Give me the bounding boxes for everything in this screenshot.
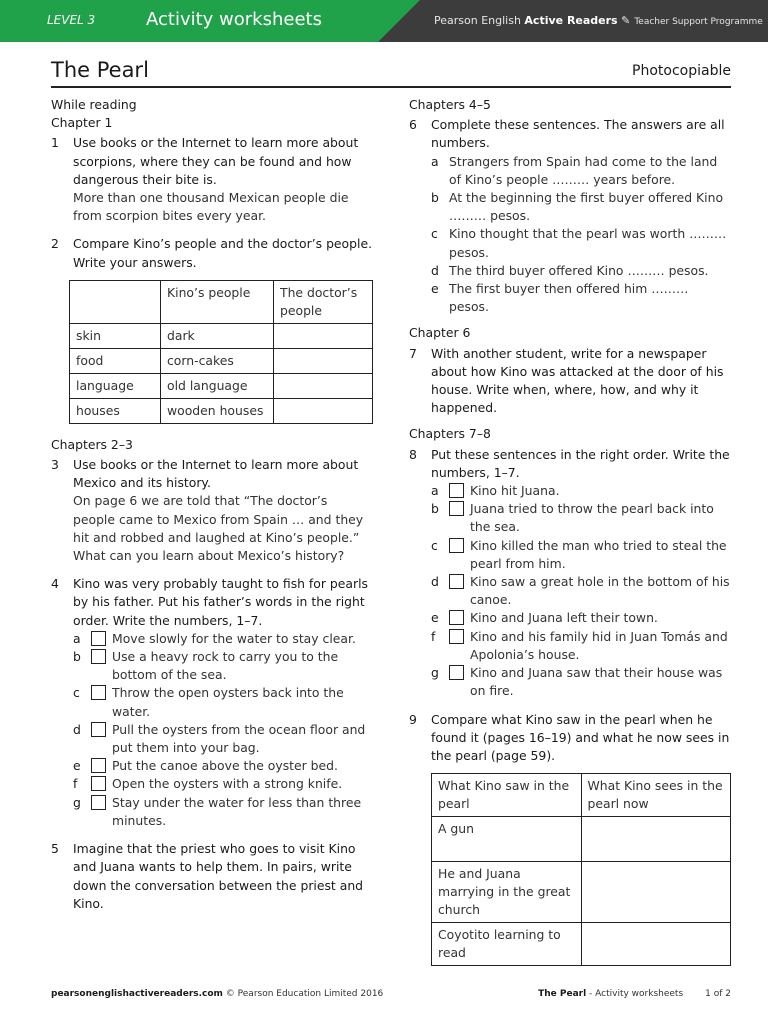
list-item bbox=[73, 794, 373, 830]
table-row bbox=[70, 348, 373, 373]
question-number: 3 bbox=[51, 457, 59, 473]
list-item bbox=[73, 721, 373, 757]
list-item bbox=[431, 280, 731, 316]
table-cell: dark bbox=[161, 323, 274, 348]
footer-right bbox=[538, 989, 731, 999]
list-item bbox=[73, 775, 373, 793]
table-row bbox=[70, 373, 373, 398]
question-7 bbox=[409, 345, 731, 418]
table-cell: old language bbox=[161, 373, 274, 398]
question-8 bbox=[409, 446, 731, 482]
header-banner bbox=[0, 0, 768, 42]
question-text: Compare what Kino saw in the pearl when he found it (pages 16–19) and what he now sees in the pearl (page 59). bbox=[431, 711, 730, 763]
item-letter: g bbox=[431, 665, 439, 681]
table-header-cell: Kino’s people bbox=[161, 280, 274, 323]
item-text: The third buyer offered Kino ……… pesos. bbox=[449, 262, 709, 278]
order-checkbox[interactable] bbox=[449, 574, 464, 589]
item-text: Put the canoe above the oyster bed. bbox=[112, 758, 338, 774]
item-letter: e bbox=[431, 281, 439, 297]
item-text: Kino saw a great hole in the bottom of his canoe. bbox=[470, 574, 730, 608]
table-cell: food bbox=[70, 348, 161, 373]
list-item bbox=[73, 757, 373, 775]
item-text: Kino and Juana saw that their house was on fire. bbox=[470, 665, 723, 699]
question-9 bbox=[409, 711, 731, 766]
title-rule bbox=[51, 86, 731, 88]
answer-cell[interactable] bbox=[274, 373, 373, 398]
answer-cell[interactable] bbox=[581, 923, 731, 966]
table-cell: corn-cakes bbox=[161, 348, 274, 373]
item-text: Kino and Juana left their town. bbox=[470, 610, 658, 626]
table-cell: skin bbox=[70, 323, 161, 348]
chapters78-heading: Chapters 7–8 bbox=[409, 426, 491, 442]
table-cell: Coyotito learning to read bbox=[432, 923, 582, 966]
table-header-cell: What Kino sees in the pearl now bbox=[581, 774, 731, 817]
order-checkbox[interactable] bbox=[449, 665, 464, 680]
item-letter: f bbox=[73, 776, 78, 792]
order-checkbox[interactable] bbox=[91, 649, 106, 664]
chapters45-heading: Chapters 4–5 bbox=[409, 97, 491, 112]
item-letter: d bbox=[431, 574, 439, 590]
item-letter: g bbox=[73, 794, 81, 810]
list-item bbox=[431, 482, 731, 500]
table-row bbox=[432, 923, 731, 966]
item-letter: b bbox=[73, 649, 81, 665]
table-header-row bbox=[70, 280, 373, 323]
brand-prefix: Pearson English bbox=[434, 14, 525, 27]
question-number: 7 bbox=[409, 345, 417, 361]
table-cell: He and Juana marrying in the great church bbox=[432, 862, 582, 923]
question-4 bbox=[51, 575, 373, 630]
table-header-cell: The doctor’s people bbox=[274, 280, 373, 323]
footer-left bbox=[51, 989, 383, 999]
question-5 bbox=[51, 840, 373, 913]
list-item bbox=[431, 609, 731, 627]
while-reading-heading: While reading bbox=[51, 97, 137, 112]
pen-icon: ✎ bbox=[621, 14, 631, 27]
item-letter: a bbox=[73, 630, 81, 646]
table-header-cell: What Kino saw in the pearl bbox=[432, 774, 582, 817]
question-number: 5 bbox=[51, 841, 59, 857]
item-text: Strangers from Spain had come to the land of Kino’s people ……… years before. bbox=[449, 153, 718, 187]
order-checkbox[interactable] bbox=[91, 685, 106, 700]
order-checkbox[interactable] bbox=[449, 629, 464, 644]
item-text: Use a heavy rock to carry you to the bottom of the sea. bbox=[112, 649, 339, 683]
brand-label bbox=[434, 14, 763, 27]
list-item bbox=[431, 573, 731, 609]
item-letter: b bbox=[431, 190, 439, 206]
item-text: Kino killed the man who tried to steal the pearl from him. bbox=[470, 537, 727, 571]
list-item bbox=[431, 225, 731, 261]
item-letter: a bbox=[431, 483, 439, 499]
question-number: 9 bbox=[409, 711, 417, 727]
answer-cell[interactable] bbox=[274, 323, 373, 348]
compare-pearl-table bbox=[431, 773, 731, 966]
chapter6-heading: Chapter 6 bbox=[409, 325, 471, 341]
question-1 bbox=[51, 134, 373, 189]
left-column bbox=[51, 96, 373, 913]
compare-people-table bbox=[69, 280, 373, 424]
table-row bbox=[432, 862, 731, 923]
item-letter: f bbox=[431, 628, 436, 644]
order-checkbox[interactable] bbox=[91, 722, 106, 737]
list-item bbox=[431, 262, 731, 280]
item-letter: e bbox=[73, 758, 81, 774]
order-checkbox[interactable] bbox=[91, 776, 106, 791]
item-letter: d bbox=[73, 721, 81, 737]
item-text: Throw the open oysters back into the water. bbox=[112, 685, 344, 719]
order-checkbox[interactable] bbox=[91, 758, 106, 773]
item-text: Kino and his family hid in Juan Tomás and Apolonia’s house. bbox=[470, 628, 728, 662]
item-text: Pull the oysters from the ocean floor and put them into your bag. bbox=[112, 721, 366, 756]
footer-book: The Pearl bbox=[538, 989, 587, 999]
question-2 bbox=[51, 235, 373, 271]
order-checkbox[interactable] bbox=[91, 631, 106, 646]
list-item bbox=[431, 153, 731, 189]
footer-site-link[interactable]: pearsonenglishactivereaders.com bbox=[51, 989, 223, 999]
question-text: With another student, write for a newspaper about how Kino was attacked at the door of his house. Write when, where, how, and why it happened. bbox=[431, 345, 724, 416]
list-item bbox=[431, 664, 731, 700]
list-item bbox=[431, 189, 731, 225]
brand-suffix: Teacher Support Programme bbox=[634, 17, 763, 27]
list-item bbox=[431, 500, 731, 536]
item-letter: c bbox=[431, 537, 438, 553]
question-3 bbox=[51, 456, 373, 492]
item-letter: c bbox=[431, 226, 438, 242]
answer-cell[interactable] bbox=[581, 862, 731, 923]
footer-page: 1 of 2 bbox=[705, 989, 731, 999]
question-text: Complete these sentences. The answers are all numbers. bbox=[431, 117, 725, 151]
item-letter: a bbox=[431, 153, 439, 169]
question-text: Use books or the Internet to learn more about scorpions, where they can be found and how dangerous their bite is. bbox=[73, 135, 359, 187]
table-cell: houses bbox=[70, 398, 161, 423]
item-text: Kino hit Juana. bbox=[470, 483, 560, 499]
footer-copyright: © Pearson Education Limited 2016 bbox=[222, 989, 384, 999]
table-row bbox=[432, 817, 731, 862]
order-checkbox[interactable] bbox=[91, 795, 106, 810]
question-text: Kino was very probably taught to fish for pearls by his father. Put his father’s words in the right order. Write the numbers, 1–7. bbox=[73, 576, 368, 628]
item-text: Kino thought that the pearl was worth ……… pesos. bbox=[449, 226, 727, 260]
question-text: Use books or the Internet to learn more about Mexico and its history. bbox=[73, 457, 359, 491]
question-number: 4 bbox=[51, 576, 59, 592]
page-title: The Pearl bbox=[51, 58, 149, 82]
order-checkbox[interactable] bbox=[449, 483, 464, 498]
order-checkbox[interactable] bbox=[449, 610, 464, 625]
item-letter: e bbox=[431, 610, 439, 626]
level-label: LEVEL 3 bbox=[47, 13, 96, 27]
list-item bbox=[73, 684, 373, 720]
question-text: Compare Kino’s people and the doctor’s people. Write your answers. bbox=[73, 236, 373, 270]
item-text: Open the oysters with a strong knife. bbox=[112, 776, 343, 792]
list-item bbox=[431, 628, 731, 664]
list-item bbox=[431, 537, 731, 573]
item-text: Move slowly for the water to stay clear. bbox=[112, 630, 356, 646]
item-letter: d bbox=[431, 262, 439, 278]
question-number: 6 bbox=[409, 117, 417, 133]
table-row bbox=[70, 323, 373, 348]
right-column bbox=[409, 96, 731, 966]
photocopiable-label: Photocopiable bbox=[632, 63, 731, 79]
chapters23-heading: Chapters 2–3 bbox=[51, 436, 133, 452]
list-item bbox=[73, 630, 373, 648]
question-note: More than one thousand Mexican people die from scorpion bites every year. bbox=[73, 190, 349, 224]
item-text: At the beginning the first buyer offered Kino ……… pesos. bbox=[449, 190, 724, 224]
answer-cell[interactable] bbox=[581, 817, 731, 862]
question-text: Put these sentences in the right order. Write the numbers, 1–7. bbox=[431, 446, 730, 480]
item-text: The first buyer then offered him ……… pesos. bbox=[449, 281, 689, 315]
list-item bbox=[73, 648, 373, 684]
order-checkbox[interactable] bbox=[449, 538, 464, 553]
table-cell: wooden houses bbox=[161, 398, 274, 423]
item-text: Juana tried to throw the pearl back into the sea. bbox=[470, 501, 714, 535]
order-checkbox[interactable] bbox=[449, 501, 464, 516]
answer-cell[interactable] bbox=[274, 348, 373, 373]
question-6 bbox=[409, 116, 731, 152]
item-letter: c bbox=[73, 685, 80, 701]
question-number: 8 bbox=[409, 446, 417, 462]
brand-bold: Active Readers bbox=[524, 14, 618, 27]
table-cell: A gun bbox=[432, 817, 582, 862]
table-row bbox=[70, 398, 373, 423]
chapter1-heading: Chapter 1 bbox=[51, 115, 113, 131]
table-header-row bbox=[432, 774, 731, 817]
item-text: Stay under the water for less than three minutes. bbox=[112, 794, 362, 828]
answer-cell[interactable] bbox=[274, 398, 373, 423]
footer-doc: - Activity worksheets bbox=[586, 989, 684, 999]
activity-label: Activity worksheets bbox=[146, 9, 322, 30]
question-text: Imagine that the priest who goes to visit Kino and Juana wants to help them. In pairs, write down the conversation between the priest and Kino. bbox=[73, 841, 364, 911]
question-number: 2 bbox=[51, 236, 59, 252]
item-letter: b bbox=[431, 501, 439, 517]
question-note: On page 6 we are told that “The doctor’s people came to Mexico from Spain … and they hit and robbed and laughed at Kino’s people.” What can you learn about Mexico’s history? bbox=[73, 493, 364, 564]
table-header-cell bbox=[70, 280, 161, 323]
question-number: 1 bbox=[51, 135, 59, 151]
table-cell: language bbox=[70, 373, 161, 398]
